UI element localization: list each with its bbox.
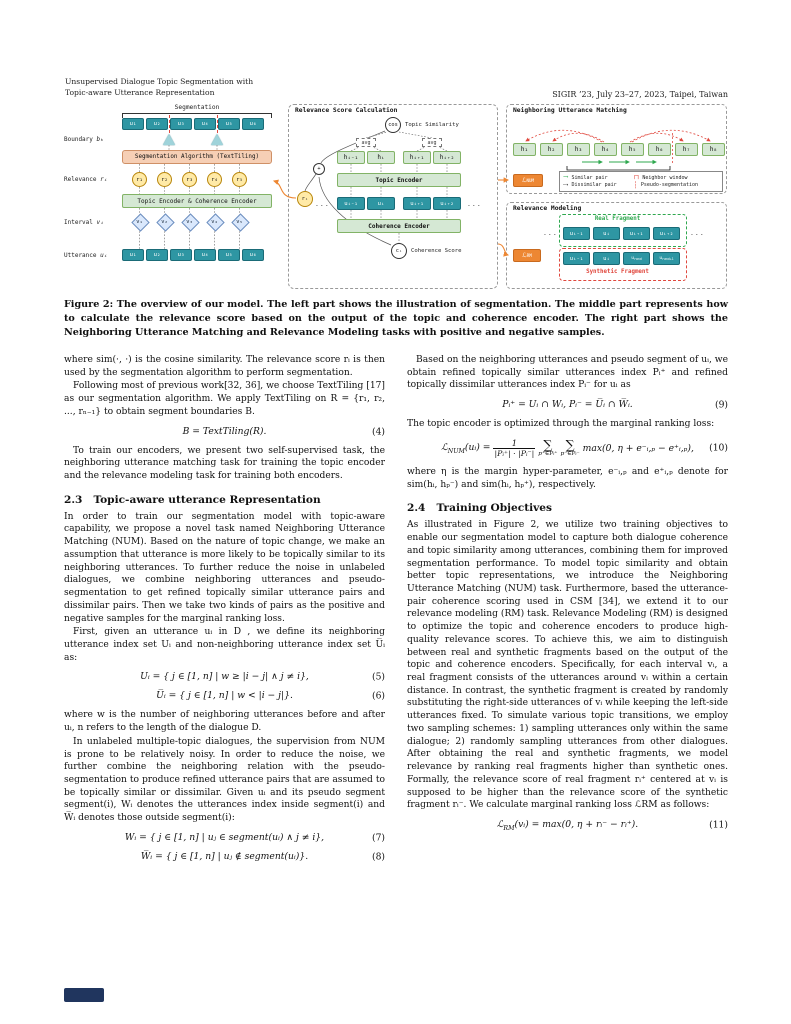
figure-caption: Figure 2: The overview of our model. The left part shows the illustration of segmentation. The middle part represents how to calculate the relevance score based on the output of the topic and coherence encoder. The right part shows the Neighboring Utterance Matching and Relevance Modeling tasks with positive and negative samples. bbox=[64, 299, 728, 338]
paragraph: As illustrated in Figure 2, we utilize two training objectives to enable our segmentation model to capture both dialogue coherence and topic similarity among utterances, combining them for improved segmentation performance. To model topic similarity and obtain better topic representations, we introduce the Neighboring Utterance Matching (NUM) task. Furthermore, based the utterance-pair coherence scoring used in CSM [34], we extend it to our relevance modeling (RM) task. Relevance Modeling (RM) is designed to optimize the topic and coherence encoders to produce high-quality relevance scores. To achieve this, we aim to distinguish between real and synthetic fragments based on the output of the topic and coherence encoders. Specifically, for each interval vᵢ, a real fragment consists of the utterances around vᵢ within a certain distance. In contrast, the synthetic fragment is created by randomly substituting the right-side utterances of vᵢ while keeping the left-side utterances fixed. To simulate various topic transitions, we employ two sampling schemes: 1) sampling utterances only within the same dialogue; 2) randomly sampling utterances from other dialogues. After obtaining the real and synthetic fragments, we model relevance by ranking real fragments higher than synthetic ones. Formally, the relevance score of real fragment rᵢ⁺ centered at vᵢ is supposed to be higher than the relevance score of the synthetic fragment rᵢ⁻. We calculate marginal ranking loss ℒRM as follows: bbox=[407, 520, 728, 811]
similar-pair-icon: → bbox=[563, 173, 569, 182]
equation-11 bbox=[407, 819, 728, 832]
equation-10 bbox=[407, 438, 728, 459]
boundary-marker-icon bbox=[163, 134, 175, 145]
utterance-box: u₃ bbox=[170, 249, 192, 261]
legend-label: Similar pair bbox=[571, 174, 608, 181]
hidden-node: h₈ bbox=[702, 143, 725, 156]
synthetic-fragment-label: Synthetic Fragment bbox=[586, 269, 649, 275]
utterance-box: u₆ bbox=[242, 249, 264, 261]
footer-badge bbox=[64, 988, 104, 1002]
rm-task-box bbox=[506, 202, 727, 289]
segment-boundary-line-icon bbox=[169, 115, 170, 133]
equation-number: (10) bbox=[709, 442, 728, 454]
coherence-encoder-box: Coherence Encoder bbox=[337, 219, 461, 233]
paragraph: In order to train our segmentation model with topic-aware capability, we propose a novel task named Neighboring Utterance Matching (NUM). Based on the nature of topic change, we make an assumption that utterance is more likely to be topically similar to its neighboring utterances. To further reduce the noise in unlabeled dialogues, we combine neighboring utterances and pseudo-segmentation to get refined topically similar utterance pairs and dissimilar pairs. Then we take two kinds of pairs as the positive and negative samples for the marginal ranking loss. bbox=[64, 511, 385, 624]
segmentation-panel bbox=[64, 104, 280, 289]
equation-6 bbox=[64, 690, 385, 702]
utterance-box: uᵢ bbox=[367, 197, 395, 210]
num-task-box bbox=[506, 104, 727, 194]
num-title: Neighboring Utterance Matching bbox=[513, 107, 627, 114]
relevance-node: r₃ bbox=[182, 172, 197, 187]
section-title: Training Objectives bbox=[436, 502, 552, 515]
utterance-box: uᵢ₋₁ bbox=[563, 252, 590, 265]
rm-title: Relevance Modeling bbox=[513, 205, 582, 212]
plus-node: + bbox=[313, 163, 325, 175]
relevance-node: r₅ bbox=[232, 172, 247, 187]
interval-node-label: v₄ bbox=[211, 219, 218, 225]
hidden-node: h₄ bbox=[594, 143, 617, 156]
utterance-box: uᵢ₋₁ bbox=[337, 197, 365, 210]
relevance-node: r₁ bbox=[132, 172, 147, 187]
topic-similarity-label: Topic Similarity bbox=[405, 122, 459, 128]
right-tasks-panel bbox=[506, 104, 727, 289]
relevance-score-title: Relevance Score Calculation bbox=[295, 107, 398, 114]
figure-2 bbox=[64, 104, 728, 292]
running-title-line1: Unsupervised Dialogue Topic Segmentation with bbox=[65, 77, 254, 86]
hidden-state-box: hᵢ₊₁ bbox=[403, 151, 431, 164]
paragraph: where sim(·, ·) is the cosine similarity. The relevance score rᵢ is then used by the segmentation algorithm to perform segmentation. bbox=[64, 355, 385, 378]
hidden-state-box: hᵢ₊₂ bbox=[433, 151, 461, 164]
hidden-node: h₁ bbox=[513, 143, 536, 156]
hidden-node: h₇ bbox=[675, 143, 698, 156]
coherence-node: cᵢ bbox=[391, 243, 407, 259]
section-heading-2-3 bbox=[64, 494, 385, 506]
equation-9 bbox=[407, 399, 728, 411]
coherence-score-label: Coherence Score bbox=[411, 248, 462, 254]
equation-5 bbox=[64, 671, 385, 683]
utterance-box: u₂ bbox=[146, 249, 168, 261]
legend-label: Neighbor window bbox=[642, 174, 688, 181]
equation-number: (7) bbox=[371, 832, 385, 844]
paragraph: Following most of previous work[32, 36], we choose TextTiling [17] as our segmentation algorithm. We apply TextTiling on R = {r₁, r₂, ..., rₙ₋₁} to obtain segment boundaries B. bbox=[64, 381, 385, 417]
utterance-box: u₁ bbox=[122, 249, 144, 261]
fraction: $\frac{1}{\text{|Pᵢ⁺| · |Pᵢ⁻|}}$ bbox=[494, 437, 535, 459]
rm-loss-box: ℒ RM bbox=[513, 249, 541, 262]
legend-item bbox=[563, 182, 634, 189]
segmentation-bracket-icon bbox=[122, 113, 272, 118]
relevance-score-panel bbox=[288, 104, 498, 289]
utterance-box: u₄ bbox=[194, 249, 216, 261]
running-title-line2: Topic-aware Utterance Representation bbox=[65, 88, 215, 98]
section-heading-2-4 bbox=[407, 502, 728, 514]
utterance-box: u rand bbox=[623, 252, 650, 265]
legend-label: Dissimilar pair bbox=[571, 182, 617, 189]
equation-number: (4) bbox=[371, 426, 385, 438]
boundary-var: bₖ bbox=[96, 136, 104, 143]
legend-item bbox=[634, 174, 719, 181]
hidden-state-box: hᵢ bbox=[367, 151, 395, 164]
paragraph: where η is the margin hyper-parameter, e⁻ᵢ,ₚ and e⁺ᵢ,ₚ denote for sim(hᵢ, hₚ⁻) and sim(hᵢ, hₚ⁺), respectively. bbox=[407, 466, 728, 490]
conference-info: SIGIR ’23, July 23–27, 2023, Taipei, Taiwan bbox=[552, 89, 728, 99]
interval-node-label: v₁ bbox=[136, 219, 143, 225]
utterance-box: u₁ bbox=[122, 118, 144, 130]
hidden-node: h₂ bbox=[540, 143, 563, 156]
avg-box: avg bbox=[356, 138, 376, 147]
legend-label: Pseudo-segmentation bbox=[640, 182, 699, 189]
ellipsis: ... bbox=[543, 229, 558, 237]
utterance-label: Utterance bbox=[64, 252, 97, 259]
boundary-label: Boundary bbox=[64, 136, 93, 143]
hidden-node: h₅ bbox=[621, 143, 644, 156]
neighbor-window-icon: ⊓ bbox=[633, 173, 640, 182]
running-header bbox=[65, 76, 728, 99]
interval-node-label: v₃ bbox=[186, 219, 193, 225]
interval-var: vᵢ bbox=[96, 219, 104, 226]
equation-number: (9) bbox=[714, 399, 728, 411]
paragraph: where w is the number of neighboring utterances before and after uᵢ, n refers to the length of the dialogue D. bbox=[64, 710, 385, 734]
ellipsis: ... bbox=[315, 200, 330, 208]
paragraph: In unlabeled multiple-topic dialogues, the supervision from NUM is prone to be relatively noisy. In order to reduce the noise, we further combine the neighboring relation with the pseudo-segmentation to produce refined utterance pairs that are assumed to be topically similar or dissimilar. Given uᵢ and its pseudo segment segment(i), Wᵢ denotes the utterances index inside segment(i) and W̅ᵢ denotes those outside segment(i): bbox=[64, 736, 385, 824]
legend-item bbox=[563, 174, 634, 181]
segment-boundary-line-icon bbox=[217, 115, 218, 133]
utterance-box: u₄ bbox=[194, 118, 216, 130]
equation-body: B = TextTiling(R). bbox=[182, 425, 267, 437]
equation-body: W̅ᵢ = { j ∈ [1, n] | uⱼ ∉ segment(uᵢ)}. bbox=[140, 850, 309, 862]
utterance-box: uᵢ₊₁ bbox=[623, 227, 650, 240]
equation-8 bbox=[64, 851, 385, 863]
interval-node-label: v₂ bbox=[161, 219, 168, 225]
utterance-box: uᵢ₊₂ bbox=[653, 227, 680, 240]
equation-number: (6) bbox=[371, 690, 385, 702]
utterance-box: uᵢ bbox=[593, 252, 620, 265]
ellipsis: ... bbox=[467, 200, 482, 208]
utterance-var: uᵢ bbox=[100, 252, 108, 259]
equation-7 bbox=[64, 832, 385, 844]
equation-number: (11) bbox=[709, 819, 728, 831]
utterance-box: u rand+1 bbox=[653, 252, 680, 265]
equation-body: Wᵢ = { j ∈ [1, n] | uⱼ ∈ segment(uᵢ) ∧ j ≠ i}, bbox=[124, 831, 325, 843]
real-fragment-label: Real Fragment bbox=[594, 216, 641, 222]
equation-body: ℒ$_{RM}$(vᵢ) = max(0, η + rᵢ⁻ − rᵢ⁺). bbox=[496, 818, 639, 832]
summation: ∑ p⁺∈Pᵢ⁺ bbox=[538, 437, 558, 458]
hidden-node: h₃ bbox=[567, 143, 590, 156]
legend-item bbox=[634, 182, 719, 189]
section-title: Topic-aware utterance Representation bbox=[93, 493, 321, 506]
avg-box: avg bbox=[422, 138, 442, 147]
interval-label: Interval bbox=[64, 219, 93, 226]
relevance-label: Relevance bbox=[64, 176, 97, 183]
equation-body: U̅ᵢ = { j ∈ [1, n] | w < |i − j|}. bbox=[156, 690, 293, 702]
section-number: 2.4 bbox=[407, 502, 426, 515]
utterance-box: uᵢ₋₁ bbox=[563, 227, 590, 240]
num-loss-box: ℒ NUM bbox=[513, 174, 543, 187]
paragraph: To train our encoders, we present two self-supervised task, the neighboring utterance matching task for training the topic encoder and the relevance modeling task for training both encoders. bbox=[64, 445, 385, 482]
paragraph: Based on the neighboring utterances and pseudo segment of uᵢ, we obtain refined topically similar utterances index Pᵢ⁺ and refined topically dissimilar utterances index Pᵢ⁻ for uᵢ as bbox=[407, 355, 728, 391]
interval-node-label: v₅ bbox=[236, 219, 243, 225]
loss-lhs: ℒ$_{NUM}$(uᵢ) = bbox=[441, 442, 491, 455]
topic-coherence-encoder-box: Topic Encoder & Coherence Encoder bbox=[122, 194, 272, 208]
section-number: 2.3 bbox=[64, 493, 83, 506]
segmentation-algorithm-box: Segmentation Algorithm (TextTiling) bbox=[122, 150, 272, 164]
relevance-var: rᵢ bbox=[100, 176, 108, 183]
utterance-box: u₆ bbox=[242, 118, 264, 130]
segmentation-label: Segmentation bbox=[174, 104, 220, 111]
paragraph: First, given an utterance uᵢ in D , we define its neighboring utterance index set Uᵢ and non-neighboring utterance index set U̅ᵢ as: bbox=[64, 627, 385, 663]
equation-number: (5) bbox=[371, 671, 385, 683]
dissimilar-pair-icon: ⇢ bbox=[563, 181, 569, 190]
hidden-node: h₆ bbox=[648, 143, 671, 156]
paragraph: The topic encoder is optimized through the marginal ranking loss: bbox=[407, 419, 715, 430]
utterance-box: u₅ bbox=[218, 118, 240, 130]
utterance-box: uᵢ bbox=[593, 227, 620, 240]
summation: ∑ p⁻∈Pᵢ⁻ bbox=[560, 437, 580, 458]
equation-number: (8) bbox=[371, 851, 385, 863]
utterance-box: uᵢ₊₂ bbox=[433, 197, 461, 210]
topic-encoder-box: Topic Encoder bbox=[337, 173, 461, 187]
right-column bbox=[407, 354, 728, 870]
ellipsis: ... bbox=[690, 229, 705, 237]
boundary-marker-icon bbox=[211, 134, 223, 145]
relevance-node: r₂ bbox=[157, 172, 172, 187]
relevance-node: r₄ bbox=[207, 172, 222, 187]
utterance-box: uᵢ₊₁ bbox=[403, 197, 431, 210]
utterance-box: u₃ bbox=[170, 118, 192, 130]
equation-4 bbox=[64, 426, 385, 438]
equation-body: max(0, η + e⁻ᵢ,ₚ − e⁺ᵢ,ₚ), bbox=[582, 442, 694, 454]
hidden-state-box: hᵢ₋₁ bbox=[337, 151, 365, 164]
num-legend bbox=[559, 171, 723, 192]
pseudo-segmentation-icon: ┆ bbox=[633, 181, 638, 190]
relevance-output-node: rᵢ bbox=[297, 191, 313, 207]
cosine-node: cos bbox=[385, 117, 401, 133]
equation-body: Pᵢ⁺ = Uᵢ ∩ Wᵢ, Pᵢ⁻ = U̅ᵢ ∩ W̅ᵢ. bbox=[502, 399, 633, 411]
body-columns bbox=[64, 354, 728, 870]
equation-body: Uᵢ = { j ∈ [1, n] | w ≥ |i − j| ∧ j ≠ i}, bbox=[140, 671, 309, 683]
utterance-box: u₂ bbox=[146, 118, 168, 130]
left-column bbox=[64, 354, 385, 870]
utterance-box: u₅ bbox=[218, 249, 240, 261]
